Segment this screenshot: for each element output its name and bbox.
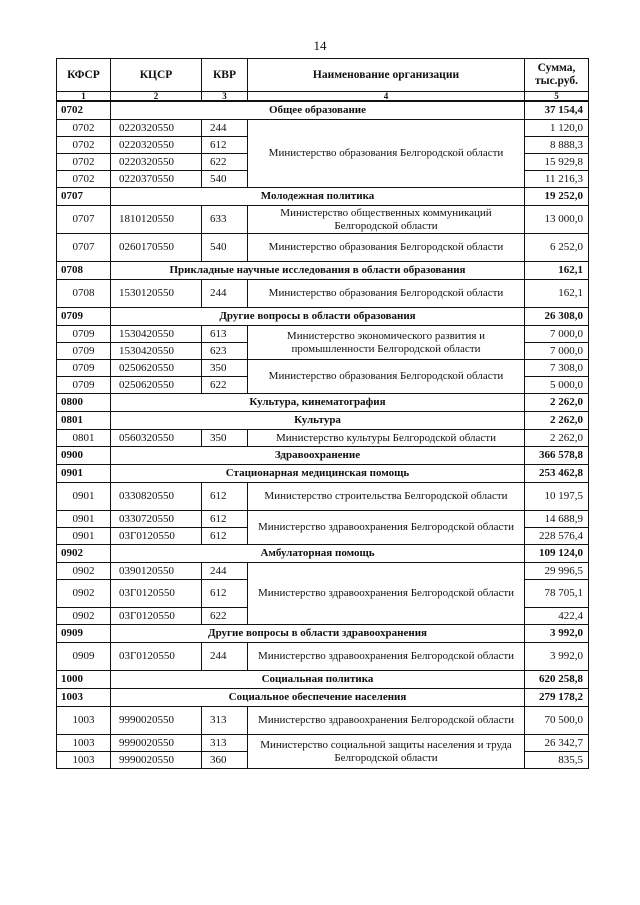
- section-sum: 279 178,2: [525, 689, 589, 707]
- kfsr-cell: 0902: [57, 563, 111, 580]
- table-row: [57, 120, 589, 137]
- section-sum: 2 262,0: [525, 394, 589, 412]
- kfsr-cell: 0702: [57, 120, 111, 137]
- sum-cell: 228 576,4: [525, 528, 589, 545]
- header-kvr: КВР: [202, 59, 248, 92]
- table-row: [57, 483, 589, 511]
- kcsr-cell: 0560320550: [111, 430, 202, 447]
- kcsr-cell: 03Г0120550: [111, 608, 202, 625]
- section-title: Прикладные научные исследования в области образования: [111, 262, 525, 280]
- section-row: [57, 465, 589, 483]
- page-number: 14: [313, 38, 327, 53]
- header-organization: Наименование организации: [248, 59, 525, 92]
- kcsr-cell: 1530420550: [111, 343, 202, 360]
- section-code: 1000: [57, 671, 111, 689]
- section-sum: 366 578,8: [525, 447, 589, 465]
- header-kfsr: КФСР: [57, 59, 111, 92]
- sum-cell: 8 888,3: [525, 137, 589, 154]
- section-code: 0708: [57, 262, 111, 280]
- organization-cell: Министерство культуры Белгородской области: [248, 430, 525, 447]
- sum-cell: 835,5: [525, 752, 589, 769]
- kcsr-cell: 0330720550: [111, 511, 202, 528]
- sum-cell: 162,1: [525, 280, 589, 308]
- sum-cell: 2 262,0: [525, 430, 589, 447]
- kfsr-cell: 0901: [57, 511, 111, 528]
- kcsr-cell: 0390120550: [111, 563, 202, 580]
- section-title: Здравоохранение: [111, 447, 525, 465]
- section-title: Другие вопросы в области здравоохранения: [111, 625, 525, 643]
- section-code: 0800: [57, 394, 111, 412]
- kcsr-cell: 0220370550: [111, 171, 202, 188]
- kcsr-cell: 03Г0120550: [111, 528, 202, 545]
- kfsr-cell: 0801: [57, 430, 111, 447]
- kcsr-cell: 0250620550: [111, 377, 202, 394]
- kcsr-cell: 1810120550: [111, 206, 202, 234]
- sum-cell: 15 929,8: [525, 154, 589, 171]
- kcsr-cell: 9990020550: [111, 735, 202, 752]
- kcsr-cell: 9990020550: [111, 707, 202, 735]
- section-code: 1003: [57, 689, 111, 707]
- section-sum: 620 258,8: [525, 671, 589, 689]
- sum-cell: 70 500,0: [525, 707, 589, 735]
- sum-cell: 14 688,9: [525, 511, 589, 528]
- organization-cell: Министерство образования Белгородской области: [248, 360, 525, 394]
- section-title: Стационарная медицинская помощь: [111, 465, 525, 483]
- kfsr-cell: 0709: [57, 326, 111, 343]
- kfsr-cell: 0709: [57, 377, 111, 394]
- kfsr-cell: 0902: [57, 608, 111, 625]
- table-row: [57, 360, 589, 377]
- sum-cell: 78 705,1: [525, 580, 589, 608]
- kfsr-cell: 0702: [57, 171, 111, 188]
- section-code: 0702: [57, 101, 111, 120]
- sum-cell: 5 000,0: [525, 377, 589, 394]
- section-sum: 3 992,0: [525, 625, 589, 643]
- sum-cell: 11 216,3: [525, 171, 589, 188]
- section-row: [57, 188, 589, 206]
- table-body: [57, 101, 589, 769]
- section-sum: 109 124,0: [525, 545, 589, 563]
- kvr-cell: 313: [202, 735, 248, 752]
- kvr-cell: 622: [202, 154, 248, 171]
- organization-cell: Министерство экономического развития и промышленности Белгородской области: [248, 326, 525, 360]
- kvr-cell: 244: [202, 280, 248, 308]
- section-sum: 253 462,8: [525, 465, 589, 483]
- table-row: [57, 563, 589, 580]
- table-row: [57, 643, 589, 671]
- section-row: [57, 101, 589, 120]
- kvr-cell: 244: [202, 120, 248, 137]
- kfsr-cell: 0709: [57, 360, 111, 377]
- section-row: [57, 545, 589, 563]
- header-kcsr: КЦСР: [111, 59, 202, 92]
- kfsr-cell: 1003: [57, 752, 111, 769]
- section-title: Амбулаторная помощь: [111, 545, 525, 563]
- sum-cell: 26 342,7: [525, 735, 589, 752]
- sum-cell: 10 197,5: [525, 483, 589, 511]
- sum-cell: 6 252,0: [525, 234, 589, 262]
- section-code: 0709: [57, 308, 111, 326]
- kvr-cell: 612: [202, 580, 248, 608]
- kvr-cell: 350: [202, 360, 248, 377]
- sum-cell: 7 000,0: [525, 343, 589, 360]
- budget-table: [56, 58, 589, 769]
- section-row: [57, 262, 589, 280]
- kcsr-cell: 1530120550: [111, 280, 202, 308]
- kfsr-cell: 0902: [57, 580, 111, 608]
- section-code: 0707: [57, 188, 111, 206]
- kcsr-cell: 0220320550: [111, 120, 202, 137]
- kcsr-cell: 0220320550: [111, 137, 202, 154]
- kvr-cell: 350: [202, 430, 248, 447]
- section-title: Молодежная политика: [111, 188, 525, 206]
- kvr-cell: 540: [202, 234, 248, 262]
- section-row: [57, 689, 589, 707]
- kfsr-cell: 0901: [57, 528, 111, 545]
- section-sum: 37 154,4: [525, 101, 589, 120]
- kfsr-cell: 0707: [57, 234, 111, 262]
- section-sum: 162,1: [525, 262, 589, 280]
- organization-cell: Министерство образования Белгородской области: [248, 280, 525, 308]
- section-title: Социальное обеспечение населения: [111, 689, 525, 707]
- kvr-cell: 623: [202, 343, 248, 360]
- section-code: 0900: [57, 447, 111, 465]
- organization-cell: Министерство образования Белгородской области: [248, 234, 525, 262]
- section-row: [57, 308, 589, 326]
- kfsr-cell: 1003: [57, 707, 111, 735]
- section-code: 0901: [57, 465, 111, 483]
- column-number-row: [57, 92, 589, 102]
- section-title: Общее образование: [111, 101, 525, 120]
- sum-cell: 7 000,0: [525, 326, 589, 343]
- organization-cell: Министерство здравоохранения Белгородской области: [248, 643, 525, 671]
- organization-cell: Министерство социальной защиты населения и труда Белгородской области: [248, 735, 525, 769]
- kcsr-cell: 03Г0120550: [111, 643, 202, 671]
- sum-cell: 29 996,5: [525, 563, 589, 580]
- kcsr-cell: 0250620550: [111, 360, 202, 377]
- section-title: Другие вопросы в области образования: [111, 308, 525, 326]
- section-title: Культура, кинематография: [111, 394, 525, 412]
- section-row: [57, 394, 589, 412]
- column-number: 1: [57, 92, 111, 102]
- table-row: [57, 735, 589, 752]
- kfsr-cell: 1003: [57, 735, 111, 752]
- table-row: [57, 430, 589, 447]
- kcsr-cell: 1530420550: [111, 326, 202, 343]
- section-title: Культура: [111, 412, 525, 430]
- table-row: [57, 280, 589, 308]
- kvr-cell: 613: [202, 326, 248, 343]
- table-row: [57, 234, 589, 262]
- section-row: [57, 412, 589, 430]
- table-row: [57, 511, 589, 528]
- kvr-cell: 612: [202, 137, 248, 154]
- kcsr-cell: 0260170550: [111, 234, 202, 262]
- kvr-cell: 540: [202, 171, 248, 188]
- kcsr-cell: 9990020550: [111, 752, 202, 769]
- section-title: Социальная политика: [111, 671, 525, 689]
- section-sum: 2 262,0: [525, 412, 589, 430]
- sum-cell: 422,4: [525, 608, 589, 625]
- section-code: 0902: [57, 545, 111, 563]
- kfsr-cell: 0709: [57, 343, 111, 360]
- kvr-cell: 612: [202, 528, 248, 545]
- kvr-cell: 622: [202, 608, 248, 625]
- organization-cell: Министерство здравоохранения Белгородской области: [248, 707, 525, 735]
- kvr-cell: 313: [202, 707, 248, 735]
- column-number: 2: [111, 92, 202, 102]
- organization-cell: Министерство здравоохранения Белгородской области: [248, 563, 525, 625]
- kvr-cell: 244: [202, 643, 248, 671]
- kvr-cell: 360: [202, 752, 248, 769]
- kcsr-cell: 0330820550: [111, 483, 202, 511]
- kfsr-cell: 0708: [57, 280, 111, 308]
- organization-cell: Министерство образования Белгородской области: [248, 120, 525, 188]
- table-row: [57, 707, 589, 735]
- sum-cell: 7 308,0: [525, 360, 589, 377]
- sum-cell: 13 000,0: [525, 206, 589, 234]
- organization-cell: Министерство здравоохранения Белгородской области: [248, 511, 525, 545]
- kfsr-cell: 0901: [57, 483, 111, 511]
- kvr-cell: 244: [202, 563, 248, 580]
- section-sum: 26 308,0: [525, 308, 589, 326]
- column-number: 3: [202, 92, 248, 102]
- kvr-cell: 612: [202, 483, 248, 511]
- kvr-cell: 622: [202, 377, 248, 394]
- header-row: [57, 59, 589, 92]
- sum-cell: 3 992,0: [525, 643, 589, 671]
- kfsr-cell: 0707: [57, 206, 111, 234]
- table-row: [57, 326, 589, 343]
- table-row: [57, 206, 589, 234]
- section-row: [57, 625, 589, 643]
- column-number: 4: [248, 92, 525, 102]
- section-code: 0909: [57, 625, 111, 643]
- organization-cell: Министерство строительства Белгородской области: [248, 483, 525, 511]
- kfsr-cell: 0702: [57, 137, 111, 154]
- organization-cell: Министерство общественных коммуникаций Белгородской области: [248, 206, 525, 234]
- kcsr-cell: 0220320550: [111, 154, 202, 171]
- column-number: 5: [525, 92, 589, 102]
- sum-cell: 1 120,0: [525, 120, 589, 137]
- kfsr-cell: 0702: [57, 154, 111, 171]
- section-code: 0801: [57, 412, 111, 430]
- kfsr-cell: 0909: [57, 643, 111, 671]
- kvr-cell: 612: [202, 511, 248, 528]
- kcsr-cell: 03Г0120550: [111, 580, 202, 608]
- section-sum: 19 252,0: [525, 188, 589, 206]
- kvr-cell: 633: [202, 206, 248, 234]
- section-row: [57, 447, 589, 465]
- header-sum: Сумма, тыс.руб.: [525, 59, 589, 92]
- section-row: [57, 671, 589, 689]
